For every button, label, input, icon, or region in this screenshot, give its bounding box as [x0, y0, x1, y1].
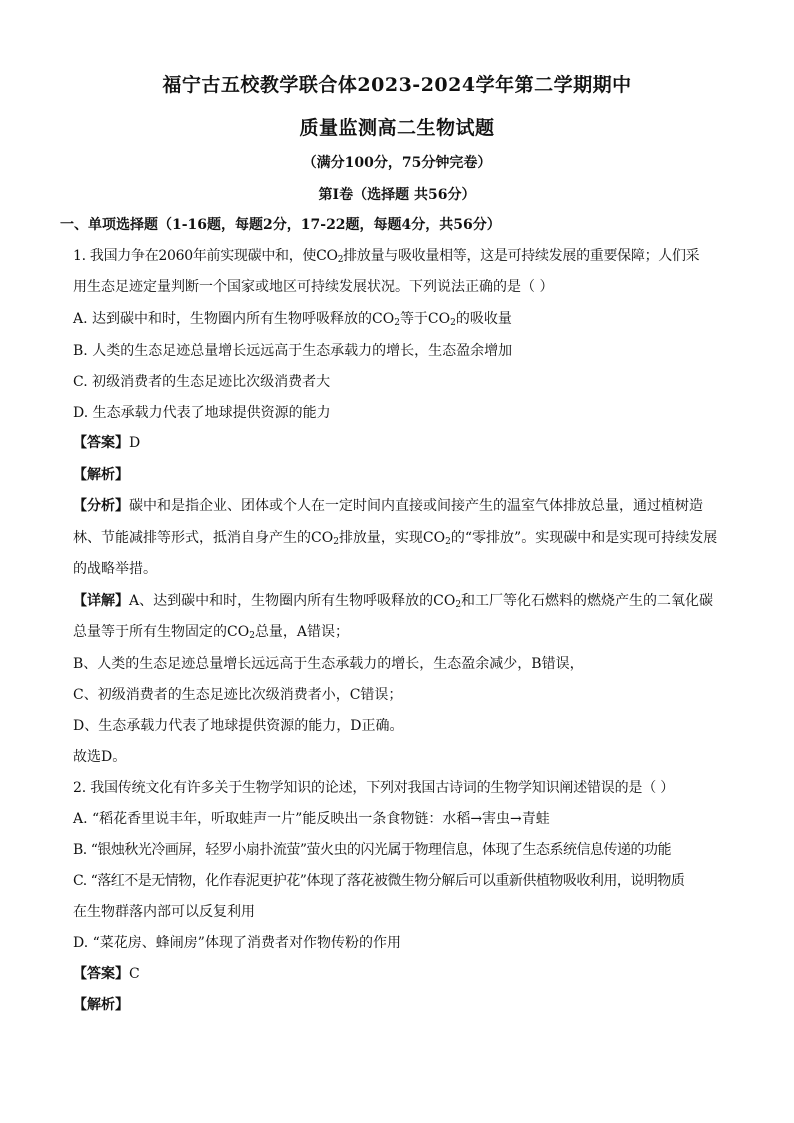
xiangjie-text: 总量，A错误；	[254, 624, 350, 640]
q1-option-d: D. 生态承载力代表了地球提供资源的能力	[73, 405, 331, 421]
subscript: 2	[333, 537, 339, 547]
q1-xiangjie-line4: C、初级消费者的生态足迹比次级消费者小，C错误；	[73, 687, 403, 703]
q2-option-b: B. “银烛秋光冷画屏，轻罗小扇扑流萤”萤火虫的闪光属于物理信息，体现了生态系统信息传递的功能	[73, 842, 672, 858]
xiangjie-text: 总量等于所有生物固定的CO	[73, 624, 250, 640]
exam-title-line1: 福宁古五校教学联合体2023-2024学年第二学期期中	[162, 74, 632, 96]
fenxi-tag: 【分析】	[73, 498, 129, 514]
q1-answer	[73, 432, 733, 452]
q2-answer	[73, 963, 733, 983]
q1-fenxi-line2	[73, 527, 733, 547]
analysis-tag: 【解析】	[73, 997, 129, 1013]
q1-stem-text: 排放量与吸收量相等，这是可持续发展的重要保障；人们采	[343, 248, 700, 264]
q1-option-b: B. 人类的生态足迹总量增长远远高于生态承载力的增长，生态盈余增加	[73, 343, 513, 359]
q2-stem: 2. 我国传统文化有许多关于生物学知识的论述，下列对我国古诗词的生物学知识阐述错误的是（ ）	[73, 780, 675, 796]
q1-fenxi-line1	[73, 495, 733, 515]
subscript: 2	[394, 318, 400, 328]
q2-option-c-line1: C. “落红不是无情物，化作春泥更护花”体现了落花被微生物分解后可以重新供植物吸收利用，说明物质	[73, 873, 685, 889]
q2-option-c-line2: 在生物群落内部可以反复利用	[73, 904, 255, 920]
subscript: 2	[455, 600, 462, 610]
option-text: A. 达到碳中和时，生物圈内所有生物呼吸释放的CO	[73, 311, 395, 327]
analysis-tag: 【解析】	[73, 467, 129, 483]
score-info: （满分100分，75分钟完卷）	[302, 155, 492, 171]
subscript: 2	[337, 255, 344, 265]
answer-value: D	[129, 435, 141, 451]
xiangjie-text: A、达到碳中和时，生物圈内所有生物呼吸释放的CO	[129, 593, 456, 609]
xiangjie-text: 和工厂等化石燃料的燃烧产生的二氧化碳	[461, 593, 714, 609]
exam-title-line2: 质量监测高二生物试题	[299, 117, 495, 139]
q1-option-a	[73, 308, 733, 328]
q1-xiangjie-line2	[73, 621, 733, 641]
q1-stem-line1	[73, 245, 733, 265]
section-title: 一、单项选择题（1-16题，每题2分，17-22题，每题4分，共56分）	[60, 217, 501, 233]
q1-conclusion: 故选D。	[73, 749, 127, 765]
q2-option-a: A. “稻花香里说丰年，听取蛙声一片”能反映出一条食物链：水稻→害虫→青蛙	[73, 811, 550, 827]
subscript: 2	[249, 631, 255, 641]
q1-fenxi-line3: 的战略举措。	[73, 561, 157, 577]
answer-tag: 【答案】	[73, 966, 129, 982]
q2-option-d: D. “菜花房、蜂闹房”体现了消费者对作物传粉的作用	[73, 935, 401, 951]
subscript: 2	[450, 318, 456, 328]
fenxi-text: 排放量，实现CO	[338, 530, 446, 546]
xiangjie-tag: 【详解】	[73, 593, 129, 609]
q1-stem-line2: 用生态足迹定量判断一个国家或地区可持续发展状况。下列说法正确的是（ ）	[73, 279, 554, 295]
q1-stem-text: 1. 我国力争在2060年前实现碳中和，使CO	[73, 248, 338, 264]
volume-title: 第Ⅰ卷（选择题 共56分）	[318, 187, 476, 203]
q1-analysis-tag	[73, 464, 733, 484]
q1-xiangjie-line5: D、生态承载力代表了地球提供资源的能力，D正确。	[73, 718, 404, 734]
option-text: 的吸收量	[455, 311, 512, 327]
answer-value: C	[129, 966, 140, 982]
subscript: 2	[445, 537, 451, 547]
fenxi-text: 林、节能减排等形式，抵消自身产生的CO	[73, 530, 334, 546]
option-text: 等于CO	[399, 311, 451, 327]
q1-xiangjie-line3: B、人类的生态足迹总量增长远远高于生态承载力的增长，生态盈余减少，B错误，	[73, 656, 584, 672]
q1-option-c: C. 初级消费者的生态足迹比次级消费者大	[73, 374, 331, 390]
fenxi-text: 的“零排放”。实现碳中和是实现可持续发展	[450, 530, 718, 546]
answer-tag: 【答案】	[73, 435, 129, 451]
q2-analysis-tag	[73, 994, 733, 1014]
q1-xiangjie-line1	[73, 590, 733, 610]
fenxi-text: 碳中和是指企业、团体或个人在一定时间内直接或间接产生的温室气体排放总量，通过植树造	[129, 498, 703, 514]
